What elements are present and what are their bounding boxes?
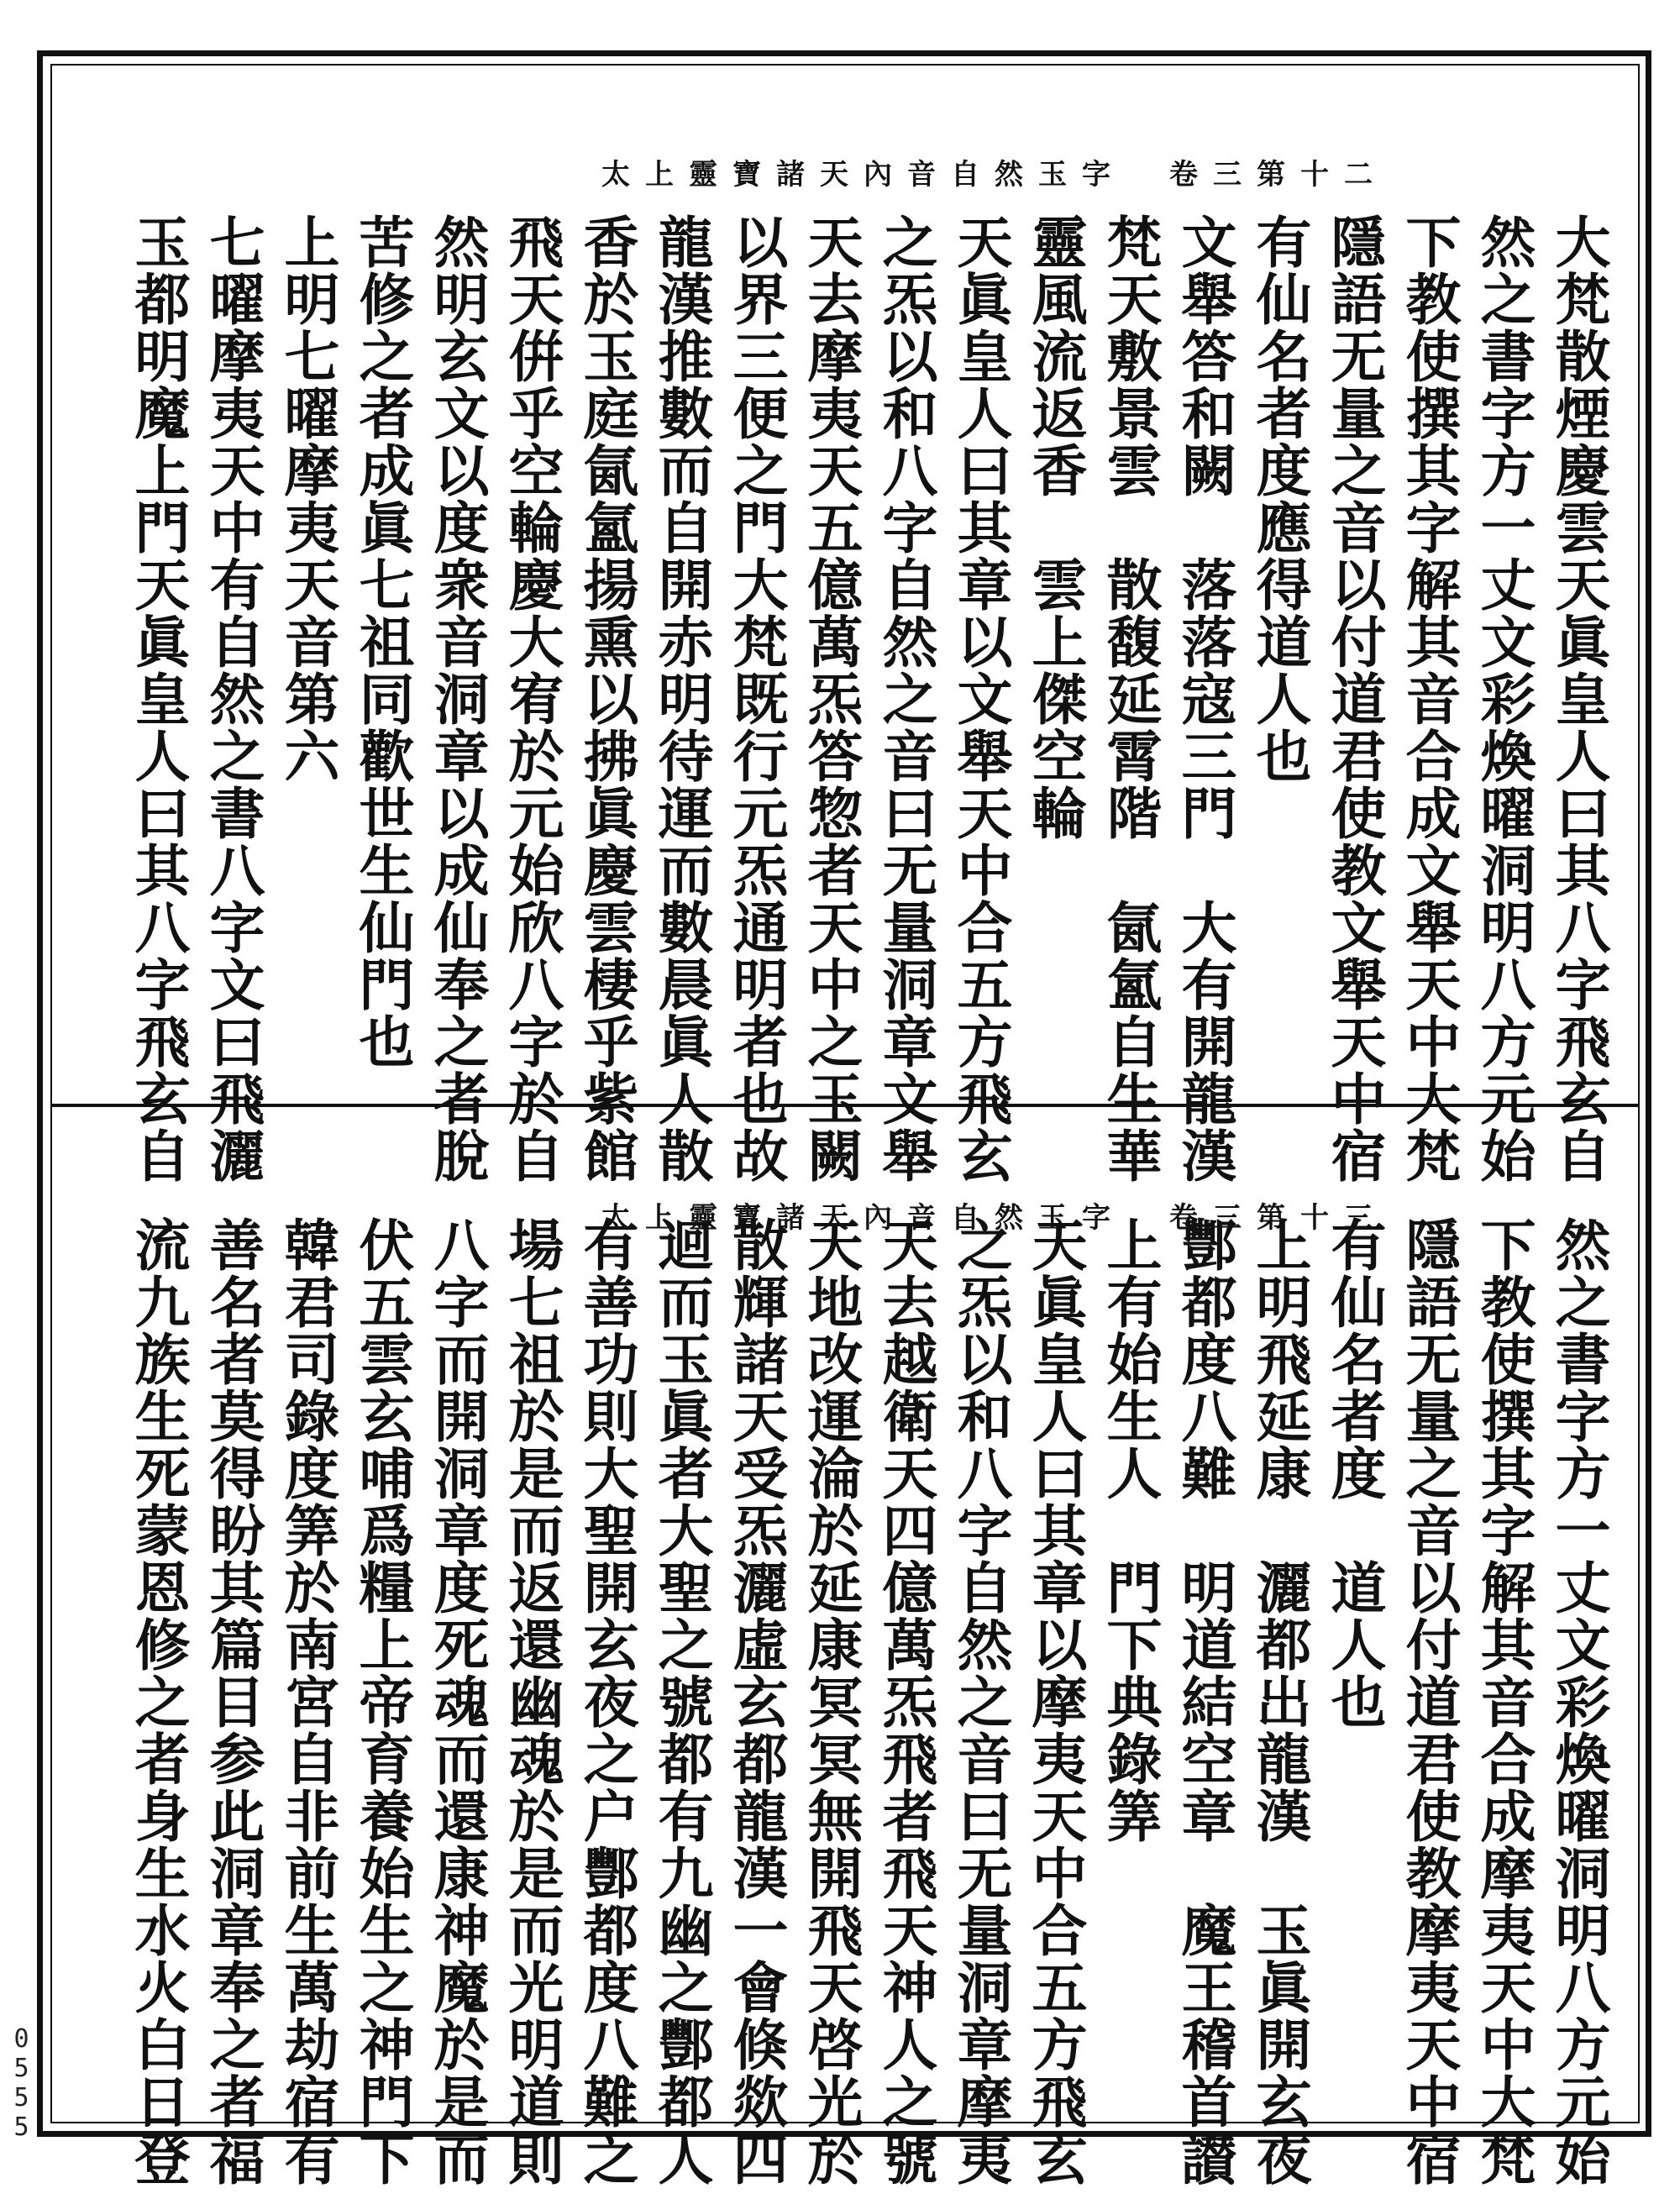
top-page — [50, 64, 1640, 1184]
text-column: 香於玉庭氤氳揚熏以拂眞慶雲棲乎紫館 — [574, 213, 639, 1184]
text-column: 以界三便之門大梵既行元炁通明者也故 — [723, 213, 789, 1184]
text-column: 文舉答和闕 落落寇三門 大有開龍漢 — [1172, 213, 1237, 1184]
text-column: 梵天敷景雲 散馥延霄階 氤氳自生華 — [1097, 213, 1163, 1184]
text-column: 飛天倂乎空輪慶大宥於元始欣八字於自 — [499, 213, 564, 1184]
text-column: 流九族生死蒙恩修之者身生水火白日登 — [125, 1216, 191, 2187]
page-number: 0555 — [7, 2024, 36, 2142]
text-column: 隱語无量之音以付道君使教摩夷天中宿 — [1396, 1216, 1462, 2187]
text-column: 場七祖於是而返還幽魂於是而光明道則 — [499, 1216, 564, 2187]
text-column: 上有始生人 門下典錄筭 — [1097, 1216, 1163, 1845]
text-column: 上明飛延康 灑都出龍漢 玉眞開玄夜 — [1247, 1216, 1312, 2187]
text-column: 有仙名者度 道人也 — [1321, 1216, 1387, 1730]
text-column: 天去摩夷天五億萬炁答惣者天中之玉闕 — [798, 213, 864, 1184]
text-column: 然之書字方一丈文彩煥曜洞明八方元始 — [1471, 213, 1536, 1184]
text-column: 下教使撰其字解其音合成文舉天中大梵 — [1396, 213, 1462, 1184]
bottom-page-header: 太上靈寶諸天內音自然玉字 卷三第十三 — [601, 1201, 1388, 1235]
text-column: 然明玄文以度衆音洞章以成仙奉之者脫 — [424, 213, 490, 1184]
text-column: 迴而玉眞者大聖之號都有九幽之酆都人 — [648, 1216, 714, 2187]
text-column: 韓君司錄度筭於南宮自非前生萬劫宿有 — [275, 1216, 340, 2187]
text-column: 散輝諸天受炁灑虛玄都龍漢一會倏欻四 — [723, 1216, 789, 2187]
text-column: 下教使撰其字解其音合成摩夷天中大梵 — [1471, 1216, 1536, 2187]
text-column: 天地改運淪於延康冥冥無開飛天啓光於 — [798, 1216, 864, 2187]
text-column: 上明七曜摩夷天音第六 — [275, 213, 340, 785]
text-column: 之炁以和八字自然之音曰无量洞章摩夷 — [948, 1216, 1013, 2187]
text-column: 靈風流返香 雲上傑空輪 — [1022, 213, 1088, 842]
top-page-text — [50, 213, 1640, 1184]
text-column: 天眞皇人曰其章以摩夷天中合五方飛玄 — [1022, 1216, 1088, 2187]
text-column: 苦修之者成眞七祖同歡世生仙門也 — [349, 213, 415, 1070]
text-column: 隱語无量之音以付道君使教文舉天中宿 — [1321, 213, 1387, 1184]
text-column: 伏五雲玄哺爲糧上帝育養始生之神門下 — [349, 1216, 415, 2187]
bottom-page — [50, 1107, 1640, 2187]
top-page-header: 太上靈寶諸天內音自然玉字 卷三第十二 — [601, 158, 1388, 192]
bottom-page-text — [50, 1216, 1640, 2187]
text-column: 七曜摩夷天中有自然之書八字文曰飛灑 — [200, 213, 265, 1184]
text-column: 之炁以和八字自然之音曰无量洞章文舉 — [873, 213, 938, 1184]
text-column: 八字而開洞章度死魂而還康神魔於是而 — [424, 1216, 490, 2187]
text-column: 然之書字方一丈文彩煥曜洞明八方元始 — [1546, 1216, 1611, 2187]
text-column: 大梵散煙慶雲天眞皇人曰其八字飛玄自 — [1546, 213, 1611, 1184]
text-column: 善名者莫得盼其篇目参此洞章奉之者福 — [200, 1216, 265, 2187]
text-column: 天眞皇人曰其章以文舉天中合五方飛玄 — [948, 213, 1013, 1184]
text-column: 酆都度八難 明道結空章 魔王稽首讃 — [1172, 1216, 1237, 2187]
text-column: 有仙名者度應得道人也 — [1247, 213, 1312, 785]
text-column: 有善功則大聖開玄夜之户酆都度八難之 — [574, 1216, 639, 2187]
text-column: 天去越衛天四億萬炁飛者飛天神人之號 — [873, 1216, 938, 2187]
text-column: 龍漢推數而自開赤明待運而數晨眞人散 — [648, 213, 714, 1184]
text-column: 玉都明魔上門天眞皇人曰其八字飛玄自 — [125, 213, 191, 1184]
